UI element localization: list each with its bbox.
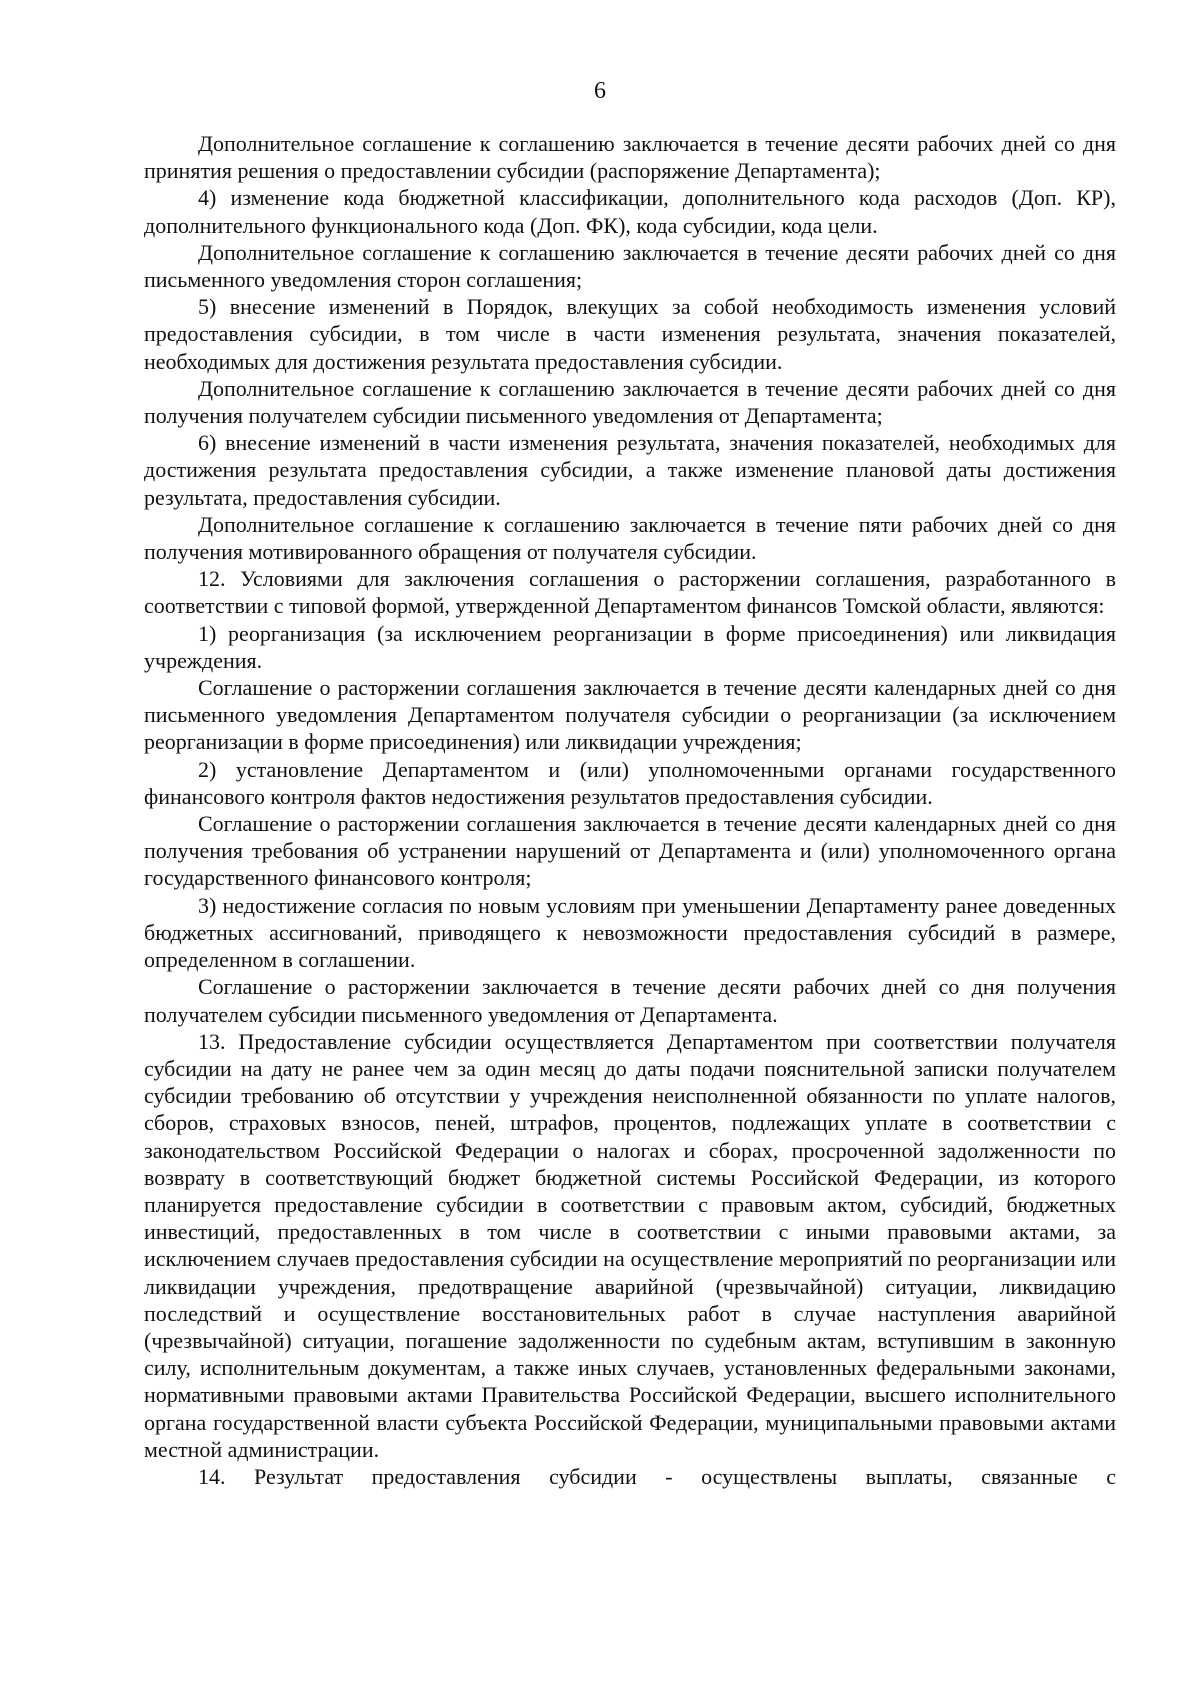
paragraph-item-6: 6) внесение изменений в части изменения результата, значения показателей, необходимых для достижения результата предоставления субсидии, а также изменение плановой даты достижения результата, предоставления субсидии.: [144, 430, 1116, 510]
document-body: [144, 130, 1116, 1490]
paragraph-termination-agreement-2: Соглашение о расторжении соглашения заключается в течение десяти календарных дней со дня получения требования об устранении нарушений от Департамента и (или) уполномоченного органа государственного финансового контроля;: [144, 811, 1116, 891]
paragraph-section-14: 14. Результат предоставления субсидии - осуществлены выплаты, связанные с: [198, 1463, 1116, 1489]
paragraph-additional-agreement-4: Дополнительное соглашение к соглашению заключается в течение пяти рабочих дней со дня получения мотивированного обращения от получателя субсидии.: [144, 511, 1116, 565]
paragraph-termination-agreement-3: Соглашение о расторжении заключается в течение десяти рабочих дней со дня получения получателем субсидии письменного уведомления от Департамента.: [144, 974, 1116, 1027]
paragraph-termination-item-3: 3) недостижение согласия по новым условиям при уменьшении Департаменту ранее доведенных бюджетных ассигнований, приводящего к невозможности предоставления субсидий в размере, определенном в соглашении.: [144, 892, 1116, 973]
paragraph-additional-agreement-1: Дополнительное соглашение к соглашению заключается в течение десяти рабочих дней со дня принятия решения о предоставлении субсидии (распоряжение Департамента);: [144, 131, 1116, 184]
paragraph-additional-agreement-3: Дополнительное соглашение к соглашению заключается в течение десяти рабочих дней со дня получения получателем субсидии письменного уведомления от Департамента;: [144, 375, 1116, 429]
paragraph-termination-item-2: 2) установление Департаментом и (или) уполномоченными органами государственного финансового контроля фактов недостижения результатов предоставления субсидии.: [144, 756, 1116, 809]
paragraph-additional-agreement-2: Дополнительное соглашение к соглашению заключается в течение десяти рабочих дней со дня письменного уведомления сторон соглашения;: [144, 239, 1116, 293]
paragraph-section-12: 12. Условиями для заключения соглашения о расторжении соглашения, разработанного в соответствии с типовой формой, утвержденной Департаментом финансов Томской области, являются:: [144, 566, 1116, 619]
page-number: 6: [594, 78, 606, 104]
paragraph-item-5: 5) внесение изменений в Порядок, влекущих за собой необходимость изменения условий предоставления субсидии, в том числе в части изменения результата, значения показателей, необходимых для достижения результата предоставления субсидии.: [144, 294, 1116, 374]
paragraph-termination-item-1: 1) реорганизация (за исключением реорганизации в форме присоединения) или ликвидация учреждения.: [144, 620, 1116, 673]
paragraph-item-4: 4) изменение кода бюджетной классификации, дополнительного кода расходов (Доп. КР), дополнительного функционального кода (Доп. ФК), кода субсидии, кода цели.: [144, 185, 1116, 238]
paragraph-section-13: 13. Предоставление субсидии осуществляется Департаментом при соответствии получателя субсидии на дату не ранее чем за один месяц до даты подачи пояснительной записки получателем субсидии требованию об отсутствии у учреждения неисполненной обязанности по уплате налогов, сборов, страховых взносов, пеней, штрафов, процентов, подлежащих уплате в соответствии с законодательством Российской Федерации о налогах и сборах, просроченной задолженности по возврату в соответствующий бюджет бюджетной системы Российской Федерации, из которого планируется предоставление субсидии в соответствии с правовым актом, субсидий, бюджетных инвестиций, предоставленных в том числе в соответствии с иными правовыми актами, за исключением случаев предоставления субсидии на осуществление мероприятий по реорганизации или ликвидации учреждения, предотвращение аварийной (чрезвычайной) ситуации, ликвидацию последствий и осуществление восстановительных работ в случае наступления аварийной (чрезвычайной) ситуации, погашение задолженности по судебным актам, вступившим в законную силу, исполнительным документам, а также иных случаев, установленных федеральными законами, нормативными правовыми актами Правительства Российской Федерации, высшего исполнительного органа государственной власти субъекта Российской Федерации, муниципальными правовыми актами местной администрации.: [144, 1028, 1116, 1462]
paragraph-termination-agreement-1: Соглашение о расторжении соглашения заключается в течение десяти календарных дней со дня письменного уведомления Департаментом получателя субсидии о реорганизации (за исключением реорганизации в форме присоединения) или ликвидации учреждения;: [144, 675, 1116, 755]
